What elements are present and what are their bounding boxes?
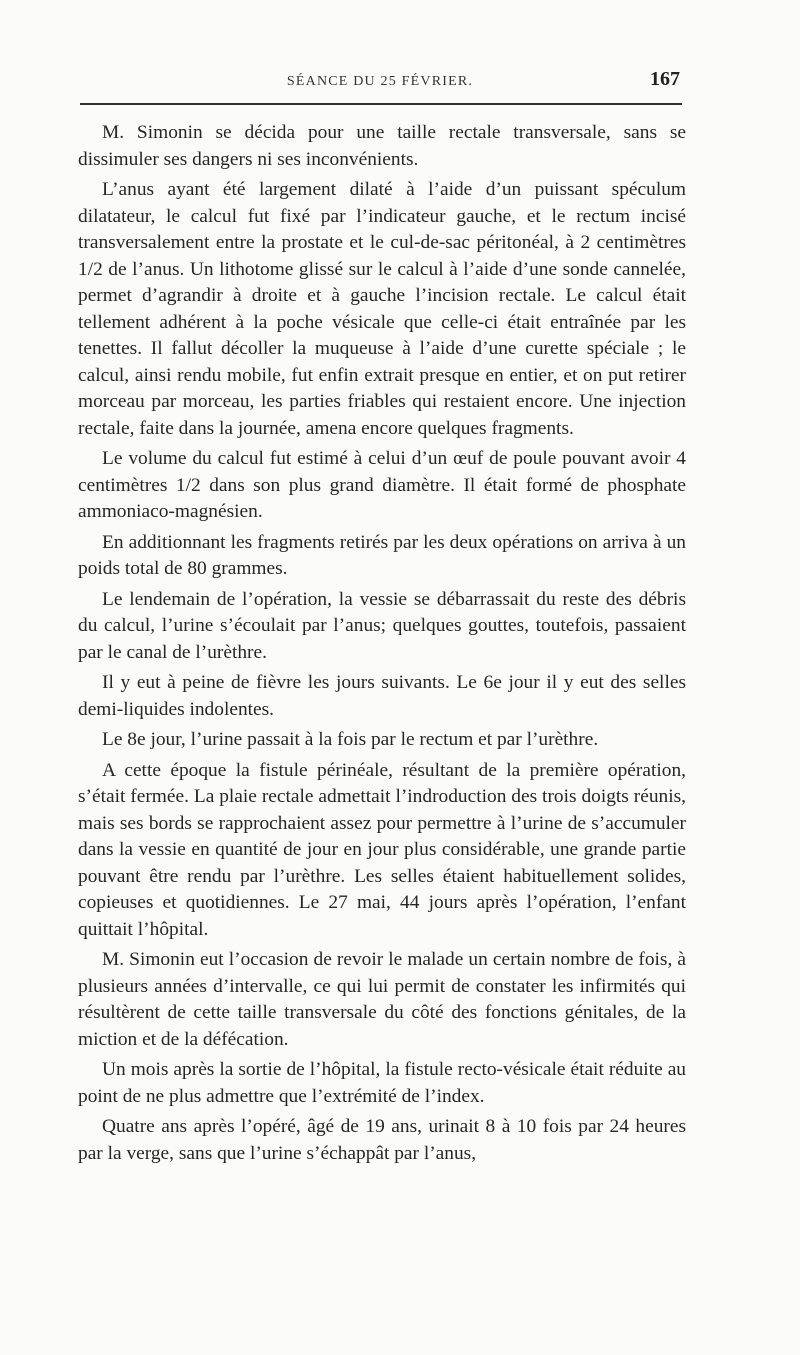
paragraph: Un mois après la sortie de l’hôpital, la fistule recto-vésicale était réduite au point de ne plus admettre que l’extrémité de l’index. xyxy=(78,1059,686,1107)
header-rule xyxy=(80,103,682,105)
running-title: SÉANCE DU 25 FÉVRIER. xyxy=(286,74,474,89)
paragraph: M. Simonin eut l’occasion de revoir le malade un certain nombre de fois, à plusieurs années d’intervalle, ce qui lui permit de constater les infirmités qui résultèrent de cette taille transversale du côté des fonctions génitales, de la miction et de la défécation. xyxy=(78,949,686,1050)
page-number: 167 xyxy=(650,68,680,90)
body-text xyxy=(78,120,686,1167)
paragraph: En additionnant les fragments retirés par les deux opérations on arriva à un poids total de 80 grammes. xyxy=(78,531,686,579)
paragraph: Il y eut à peine de fièvre les jours suivants. Le 6e jour il y eut des selles demi-liquides indolentes. xyxy=(78,672,686,720)
paragraph: Quatre ans après l’opéré, âgé de 19 ans, urinait 8 à 10 fois par 24 heures par la verge, sans que l’urine s’échappât par l’anus, xyxy=(78,1116,686,1164)
paragraph: Le lendemain de l’opération, la vessie se débarrassait du reste des débris du calcul, l’urine s’écoulait par l’anus; quelques gouttes, toutefois, passaient par le canal de l’urèthre. xyxy=(78,588,686,663)
paragraph: L’anus ayant été largement dilaté à l’aide d’un puissant spéculum dilatateur, le calcul fut fixé par l’indicateur gauche, et le rectum incisé transversalement entre la prostate et le cul-de-sac péritonéal, à 2 centimètres 1/2 de l’anus. Un lithotome glissé sur le calcul à l’aide d’une sonde cannelée, permet d’agrandir à droite et à gauche l’incision rectale. Le calcul était tellement adhérent à la poche vésicale que celle-ci était entraînée par les tenettes. Il fallut décoller la muqueuse à l’aide d’une curette spéciale ; le calcul, ainsi rendu mobile, fut enfin extrait presque en entier, et on put retirer morceau par morceau, les parties friables qui restaient encore. Une injection rectale, faite dans la journée, amena encore quelques fragments. xyxy=(78,179,686,439)
paragraph: A cette époque la fistule périnéale, résultant de la première opération, s’était fermée. La plaie rectale admettait l’indroduction des trois doigts réunis, mais ses bords se rapprochaient assez pour permettre à l’urine de s’accumuler dans la vessie en quantité de jour en jour plus considérable, une grande partie pouvant être rendu par l’urèthre. Les selles étaient habituellement solides, copieuses et quotidiennes. Le 27 mai, 44 jours après l’opération, l’enfant quittait l’hôpital. xyxy=(78,759,686,940)
paragraph: Le 8e jour, l’urine passait à la fois par le rectum et par l’urèthre. xyxy=(102,729,599,750)
page-header xyxy=(78,68,682,98)
paragraph: Le volume du calcul fut estimé à celui d’un œuf de poule pouvant avoir 4 centimètres 1/2 dans son plus grand diamètre. Il était formé de phosphate ammoniaco-magnésien. xyxy=(78,448,686,522)
paragraph: M. Simonin se décida pour une taille rectale transversale, sans se dissimuler ses dangers ni ses inconvénients. xyxy=(78,122,686,170)
